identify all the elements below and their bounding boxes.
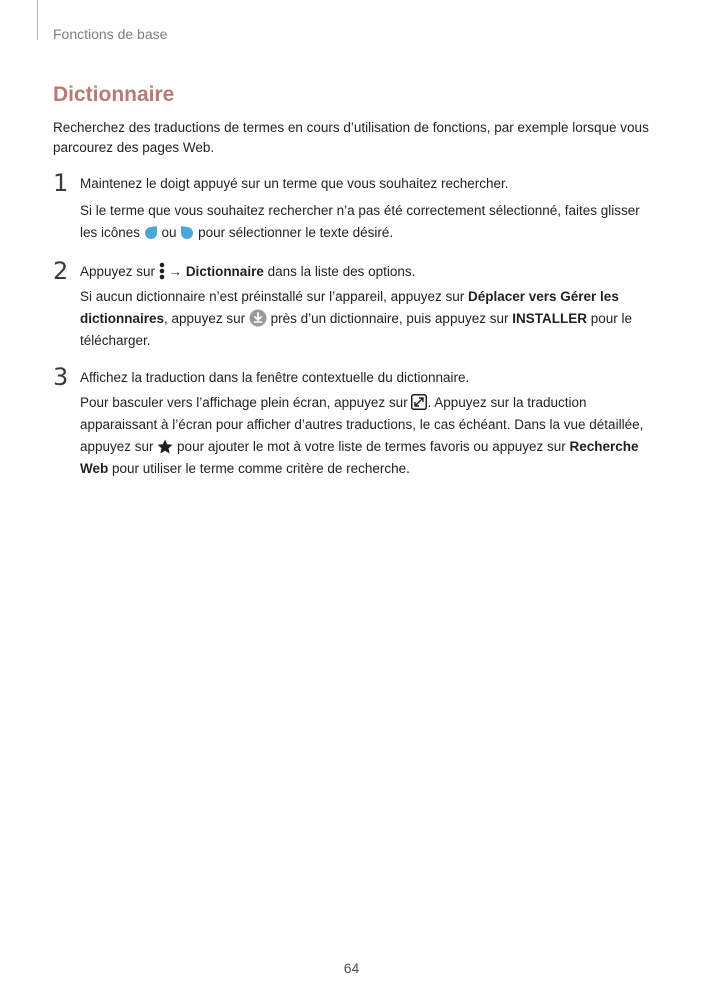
header-rule: [37, 0, 38, 40]
download-icon: [249, 309, 267, 327]
step-heading: [80, 262, 655, 282]
option-recherche-web: Recherche Web: [80, 439, 639, 476]
text: Appuyez sur: [80, 264, 159, 279]
step-body: [80, 286, 655, 352]
step-number: 2: [53, 257, 69, 285]
right-selection-handle-icon: [180, 225, 194, 240]
menu-option-dictionnaire: Dictionnaire: [185, 264, 264, 279]
step-heading: Maintenez le doigt appuyé sur un terme que vous souhaitez rechercher.: [80, 176, 509, 191]
text: pour utiliser le terme comme critère de recherche.: [108, 461, 410, 476]
text: pour ajouter le mot à votre liste de termes favoris ou appuyez sur: [173, 439, 570, 454]
text: Si le terme que vous souhaitez rechercher n’a pas été correctement sélectionné, faites glisser les icônes: [80, 203, 640, 240]
step-number: 1: [53, 169, 69, 197]
text: Si aucun dictionnaire n’est préinstallé sur l’appareil, appuyez sur: [80, 289, 468, 304]
option-gerer-dictionnaires: Déplacer vers Gérer les dictionnaires: [80, 289, 619, 326]
text: dans la liste des options.: [263, 264, 416, 279]
option-installer: INSTALLER: [512, 311, 587, 326]
text: pour le télécharger.: [80, 311, 633, 348]
step-number: 3: [53, 363, 69, 391]
text: →: [164, 264, 186, 279]
text: Pour basculer vers l’affichage plein écran, appuyez sur: [80, 395, 412, 410]
text: pour sélectionner le texte désiré.: [194, 225, 394, 240]
intro-paragraph: Recherchez des traductions de termes en cours d’utilisation de fonctions, par exemple lorsque vous parcourez des pages Web.: [53, 120, 649, 155]
step-heading: Affichez la traduction dans la fenêtre contextuelle du dictionnaire.: [80, 370, 470, 385]
text: . Appuyez sur la traduction apparaissant à l’écran pour afficher d’autres traductions, le cas échéant. Dans la vue détaillée, appuyez sur: [80, 395, 644, 454]
section-header: Fonctions de base: [53, 26, 168, 42]
step-body: [80, 392, 655, 480]
text: ou: [157, 225, 181, 240]
fullscreen-icon: [411, 394, 427, 410]
page-title: Dictionnaire: [53, 83, 175, 106]
page-number: 64: [343, 960, 360, 976]
left-selection-handle-icon: [144, 225, 158, 240]
text: , appuyez sur: [164, 311, 249, 326]
step-body: [80, 200, 655, 244]
text: près d’un dictionnaire, puis appuyez sur: [266, 311, 513, 326]
star-icon: [157, 439, 173, 454]
